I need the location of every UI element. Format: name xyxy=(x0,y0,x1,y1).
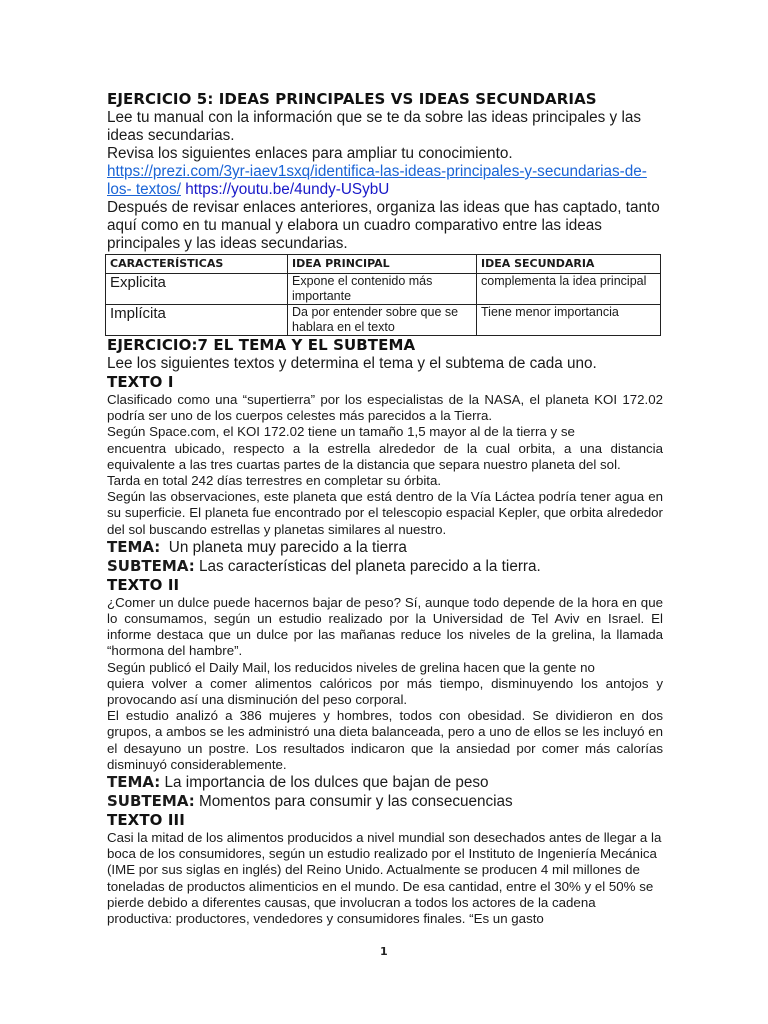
cell-secundaria: Tiene menor importancia xyxy=(477,305,661,336)
links-paragraph xyxy=(107,163,663,199)
youtube-link[interactable]: https://youtu.be/4undy-USybU xyxy=(185,181,390,198)
cell-caracteristica: Implícita xyxy=(106,305,288,336)
tema-label: TEMA: xyxy=(107,773,161,792)
texto1-title: TEXTO I xyxy=(107,373,174,391)
header-idea-secundaria: IDEA SECUNDARIA xyxy=(477,255,661,274)
texto3-title: TEXTO III xyxy=(107,811,185,830)
links-intro: Revisa los siguientes enlaces para ampliar tu conocimiento. xyxy=(107,145,513,162)
subtema-label: SUBTEMA: xyxy=(107,556,195,575)
texto3-paragraph: Casi la mitad de los alimentos producidos a nivel mundial son desechados antes de llegar a la boca de los consumidores, según un estudio realizado por el Instituto de Ingeniería Mecánica (IME por sus siglas en inglés) del Reino Unido. Actualmente se producen 4 mil millones de toneladas de productos alimenticios en el mundo. De esa cantidad, entre el 30% y el 50% se pierde debido a diferentes causas, que involucran a todos los actores de la cadena productiva: productores, vendedores y consumidores finales. “Es un gasto xyxy=(107,830,662,927)
cell-principal: Expone el contenido más importante xyxy=(288,274,477,305)
texto1-tema xyxy=(107,538,663,557)
table-header-row xyxy=(106,255,661,274)
subtema-value: Las características del planeta parecido a la tierra. xyxy=(198,557,541,575)
texto2-paragraph: ¿Comer un dulce puede hacernos bajar de peso? Sí, aunque todo depende de la hora en que lo consumamos, según un estudio realizado por la Universidad de Tel Aviv en Israel. El informe destaca que un dulce por las mañanas reduce los niveles de la grelina, la llamada “hormona del hambre”. xyxy=(107,594,663,659)
subtema-value: Momentos para consumir y las consecuencias xyxy=(198,793,513,811)
texto2-paragraph: quiera volver a comer alimentos calóricos por más tiempo, disminuyendo los antojos y provocando así una disminución del peso corporal. xyxy=(107,675,663,708)
header-idea-principal: IDEA PRINCIPAL xyxy=(288,255,477,274)
comparison-table xyxy=(105,254,661,336)
texto2-title: TEXTO II xyxy=(107,575,180,594)
texto1-paragraph: Clasificado como una “supertierra” por los especialistas de la NASA, el planeta KOI 172.02 podría ser uno de los cuerpos celestes más parecidos a la Tierra. xyxy=(107,392,663,424)
texto2-subtema xyxy=(107,792,663,811)
tema-label: TEMA: xyxy=(107,537,161,556)
table-row xyxy=(106,274,661,305)
ejercicio5-title: EJERCICIO 5: IDEAS PRINCIPALES VS IDEAS SECUNDARIAS xyxy=(107,90,597,108)
subtema-label: SUBTEMA: xyxy=(107,792,195,811)
tema-value: Un planeta muy parecido a la tierra xyxy=(168,538,407,556)
ejercicio7-title: EJERCICIO:7 EL TEMA Y EL SUBTEMA xyxy=(107,336,416,354)
document-page xyxy=(107,90,663,927)
texto2-paragraph: Según publicó el Daily Mail, los reducidos niveles de grelina hacen que la gente no xyxy=(107,659,595,675)
texto1-paragraph: Según Space.com, el KOI 172.02 tiene un tamaño 1,5 mayor al de la tierra y se xyxy=(107,424,575,440)
prezi-link[interactable]: https://prezi.com/3yr-iaev1sxq/identifica-las-ideas-principales-y-secundarias-de-los- textos/ xyxy=(107,163,647,198)
ejercicio7-intro: Lee los siguientes textos y determina el tema y el subtema de cada uno. xyxy=(107,355,597,372)
texto1-paragraph: Tarda en total 242 días terrestres en completar su órbita. xyxy=(107,473,442,489)
page-number: 1 xyxy=(380,945,388,958)
cell-principal: Da por entender sobre que se hablara en el texto xyxy=(288,305,477,336)
table-row xyxy=(106,305,661,336)
texto1-subtema xyxy=(107,557,663,576)
cell-secundaria: complementa la idea principal xyxy=(477,274,661,305)
tema-value: La importancia de los dulces que bajan de peso xyxy=(164,774,489,792)
texto1-paragraph: encuentra ubicado, respecto a la estrella alrededor de la cual orbita, a una distancia equivalente a las tres cuartas partes de la distancia que separa nuestro planeta del sol. xyxy=(107,440,663,472)
header-caracteristicas: CARACTERÍSTICAS xyxy=(106,255,288,274)
ejercicio5-intro: Lee tu manual con la información que se te da sobre las ideas principales y las ideas secundarias. xyxy=(107,109,642,144)
cell-caracteristica: Explicita xyxy=(106,274,288,305)
texto1-paragraph: Según las observaciones, este planeta que está dentro de la Vía Láctea podría tener agua en su superficie. El planeta fue encontrado por el telescopio espacial Kepler, que orbita alrededor del sol buscando estrellas y planetas similares al nuestro. xyxy=(107,489,663,537)
ejercicio5-instructions: Después de revisar enlaces anteriores, organiza las ideas que has captado, tanto aquí como en tu manual y elabora un cuadro comparativo entre las ideas principales y las ideas secundarias. xyxy=(107,199,660,252)
texto2-tema xyxy=(107,773,663,792)
texto2-paragraph: El estudio analizó a 386 mujeres y hombres, todos con obesidad. Se dividieron en dos grupos, a ambos se les administró una dieta balanceada, pero a uno de ellos se les incluyó en el desayuno un postre. Los resultados indicaron que la ansiedad por comer más calorías disminuyó considerablemente. xyxy=(107,708,663,772)
